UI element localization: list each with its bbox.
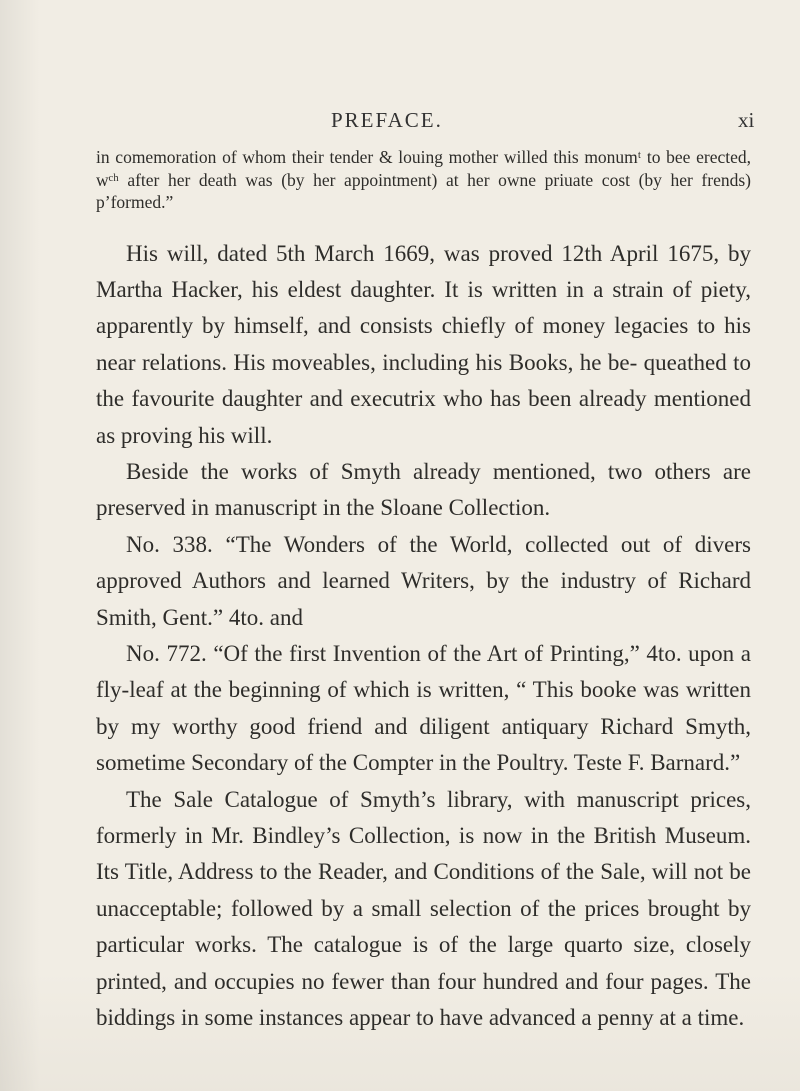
manuscript-772-paragraph: No. 772. “Of the first Invention of the Art of Printing,” 4to. upon a fly-leaf at the beginning of which is written, “ This booke was written by my worthy good friend and diligent antiquary Richard Smyth, sometime Secondary of the Compter in the Poultry. Teste F. Barnard.” (96, 640, 751, 776)
body-text (96, 146, 751, 1036)
manuscript-338-paragraph: No. 338. “The Wonders of the World, collected out of divers approved Authors and learned Writers, by the industry of Richard Smith, Gent.” 4to. and (96, 531, 751, 630)
other-works-paragraph: Beside the works of Smyth already mentioned, two others are preserved in manuscript in the Sloane Collection. (96, 458, 751, 521)
running-head (0, 108, 800, 138)
sale-catalogue-paragraph: The Sale Catalogue of Smyth’s library, with manuscript prices, formerly in Mr. Bindley’s Collection, is now in the British Museum. Its Title, Address to the Reader, and Conditions of the Sale, will not be unacceptable; followed by a small selection of the prices brought by particular works. The catalogue is of the large quarto size, closely printed, and occupies no fewer than four hundred and four pages. The biddings in some instances appear to have advanced a penny at a time. (96, 786, 751, 1031)
quoted-inscription-paragraph: in comemoration of whom their tender & louing mother willed this monumᵗ to bee erected, wᶜʰ after her death was (by her appointment) at her owne priuate cost (by her frends) p’formed.” (96, 147, 751, 212)
page-number: xi (738, 108, 755, 132)
running-title: PREFACE. (331, 108, 443, 132)
will-paragraph: His will, dated 5th March 1669, was proved 12th April 1675, by Martha Hacker, his eldest daughter. It is written in a strain of piety, apparently by himself, and consists chiefly of money legacies to his near relations. His moveables, including his Books, he be- queathed to the favourite daughter and executrix who has been already mentioned as proving his will. (96, 240, 751, 448)
